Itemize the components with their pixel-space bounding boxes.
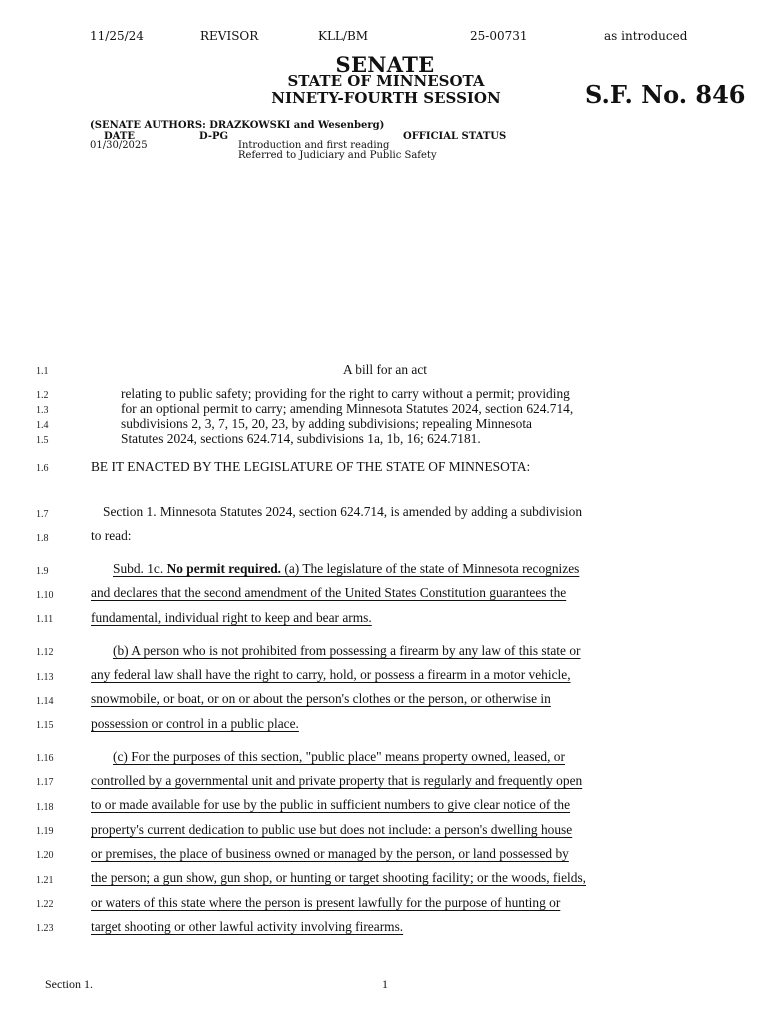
body-line: possession or control in a public place. (91, 716, 299, 731)
section-line: Section 1. Minnesota Statutes 2024, section 624.714, is amended by adding a subdivision (103, 504, 583, 519)
body-line: fundamental, individual right to keep and bear arms. (91, 610, 372, 625)
body-line: property's current dedication to public use but does not include: a person's dwelling house (91, 822, 573, 837)
section-line: to read: (91, 528, 132, 543)
line-number: 1.12 (36, 647, 54, 658)
line-number: 1.20 (36, 850, 54, 861)
senate-heading: SENATE (335, 52, 435, 77)
body-line: (c) For the purposes of this section, "public place" means property owned, leased, or (113, 749, 565, 764)
body-line: and declares that the second amendment of the United States Constitution guarantees the (91, 585, 567, 600)
status-line-1: Introduction and first reading (238, 140, 390, 151)
line-number: 1.14 (36, 696, 54, 707)
line-number: 1.19 (36, 826, 54, 837)
title-line: relating to public safety; providing for the right to carry without a permit; providing (121, 386, 570, 401)
line-number: 1.21 (36, 875, 54, 886)
body-line: or premises, the place of business owned or managed by the person, or land possessed by (91, 846, 569, 861)
footer-section: Section 1. (45, 977, 93, 991)
line-number: 1.23 (36, 923, 54, 934)
file-number: S.F. No. 846 (585, 80, 746, 109)
footer-page-number: 1 (382, 977, 388, 991)
line-number: 1.6 (36, 463, 49, 474)
authors-line: (SENATE AUTHORS: DRAZKOWSKI and Wesenberg) (90, 120, 385, 131)
line-number: 1.22 (36, 899, 54, 910)
line-number: 1.17 (36, 777, 54, 788)
title-line: subdivisions 2, 3, 7, 15, 20, 23, by adding subdivisions; repealing Minnesota (121, 416, 533, 431)
subd-number: Subd. 1c. (113, 561, 164, 576)
status-date: 01/30/2025 (90, 140, 148, 151)
enacting-clause: BE IT ENACTED BY THE LEGISLATURE OF THE STATE OF MINNESOTA: (91, 459, 531, 474)
line-number: 1.2 (36, 390, 49, 401)
line-number: 1.10 (36, 590, 54, 601)
line-number: 1.3 (36, 405, 49, 416)
state-heading: STATE OF MINNESOTA (287, 72, 485, 90)
header-initials: KLL/BM (318, 29, 369, 43)
title-line: for an optional permit to carry; amending Minnesota Statutes 2024, section 624.714, (121, 401, 574, 416)
body-line: controlled by a governmental unit and private property that is regularly and frequently open (91, 773, 583, 788)
line-number: 1.8 (36, 533, 49, 544)
body-line: to or made available for use by the public in sufficient numbers to give clear notice of the (91, 797, 571, 812)
line-number: 1.5 (36, 435, 49, 446)
header-status: as introduced (604, 29, 688, 43)
status-col-dpg: D-PG (199, 131, 229, 142)
subd-heading: No permit required. (166, 561, 282, 576)
header-doc-number: 25-00731 (470, 29, 528, 43)
session-heading: NINETY-FOURTH SESSION (271, 89, 501, 107)
line-number: 1.18 (36, 802, 54, 813)
status-col-official: OFFICIAL STATUS (403, 131, 507, 142)
line-number: 1.7 (36, 509, 49, 520)
line-number: 1.11 (36, 614, 54, 625)
header-date: 11/25/24 (90, 29, 144, 43)
line-number: 1.16 (36, 753, 54, 764)
header-revisor: REVISOR (200, 29, 259, 43)
line-number: 1.13 (36, 672, 54, 683)
body-line: the person; a gun show, gun shop, or hunting or target shooting facility; or the woods, fields, (91, 870, 587, 885)
subd-line (113, 561, 579, 577)
line-number: 1.9 (36, 566, 49, 577)
bill-heading: A bill for an act (342, 362, 428, 377)
title-line: Statutes 2024, sections 624.714, subdivisions 1a, 1b, 16; 624.7181. (121, 431, 481, 446)
status-col-date: DATE (104, 131, 135, 142)
body-line: any federal law shall have the right to carry, hold, or possess a firearm in a motor vehicle, (91, 667, 571, 682)
body-line: target shooting or other lawful activity involving firearms. (91, 919, 404, 934)
line-number: 1.15 (36, 720, 54, 731)
body-line: (b) A person who is not prohibited from possessing a firearm by any law of this state or (113, 643, 581, 658)
line-number: 1.1 (36, 366, 49, 377)
line-number: 1.4 (36, 420, 49, 431)
status-line-2: Referred to Judiciary and Public Safety (238, 150, 437, 161)
body-line: or waters of this state where the person is present lawfully for the purpose of hunting or (91, 895, 561, 910)
body-line: snowmobile, or boat, or on or about the person's clothes or the person, or otherwise in (91, 691, 551, 706)
subd-text: (a) The legislature of the state of Minnesota recognizes (281, 561, 580, 576)
